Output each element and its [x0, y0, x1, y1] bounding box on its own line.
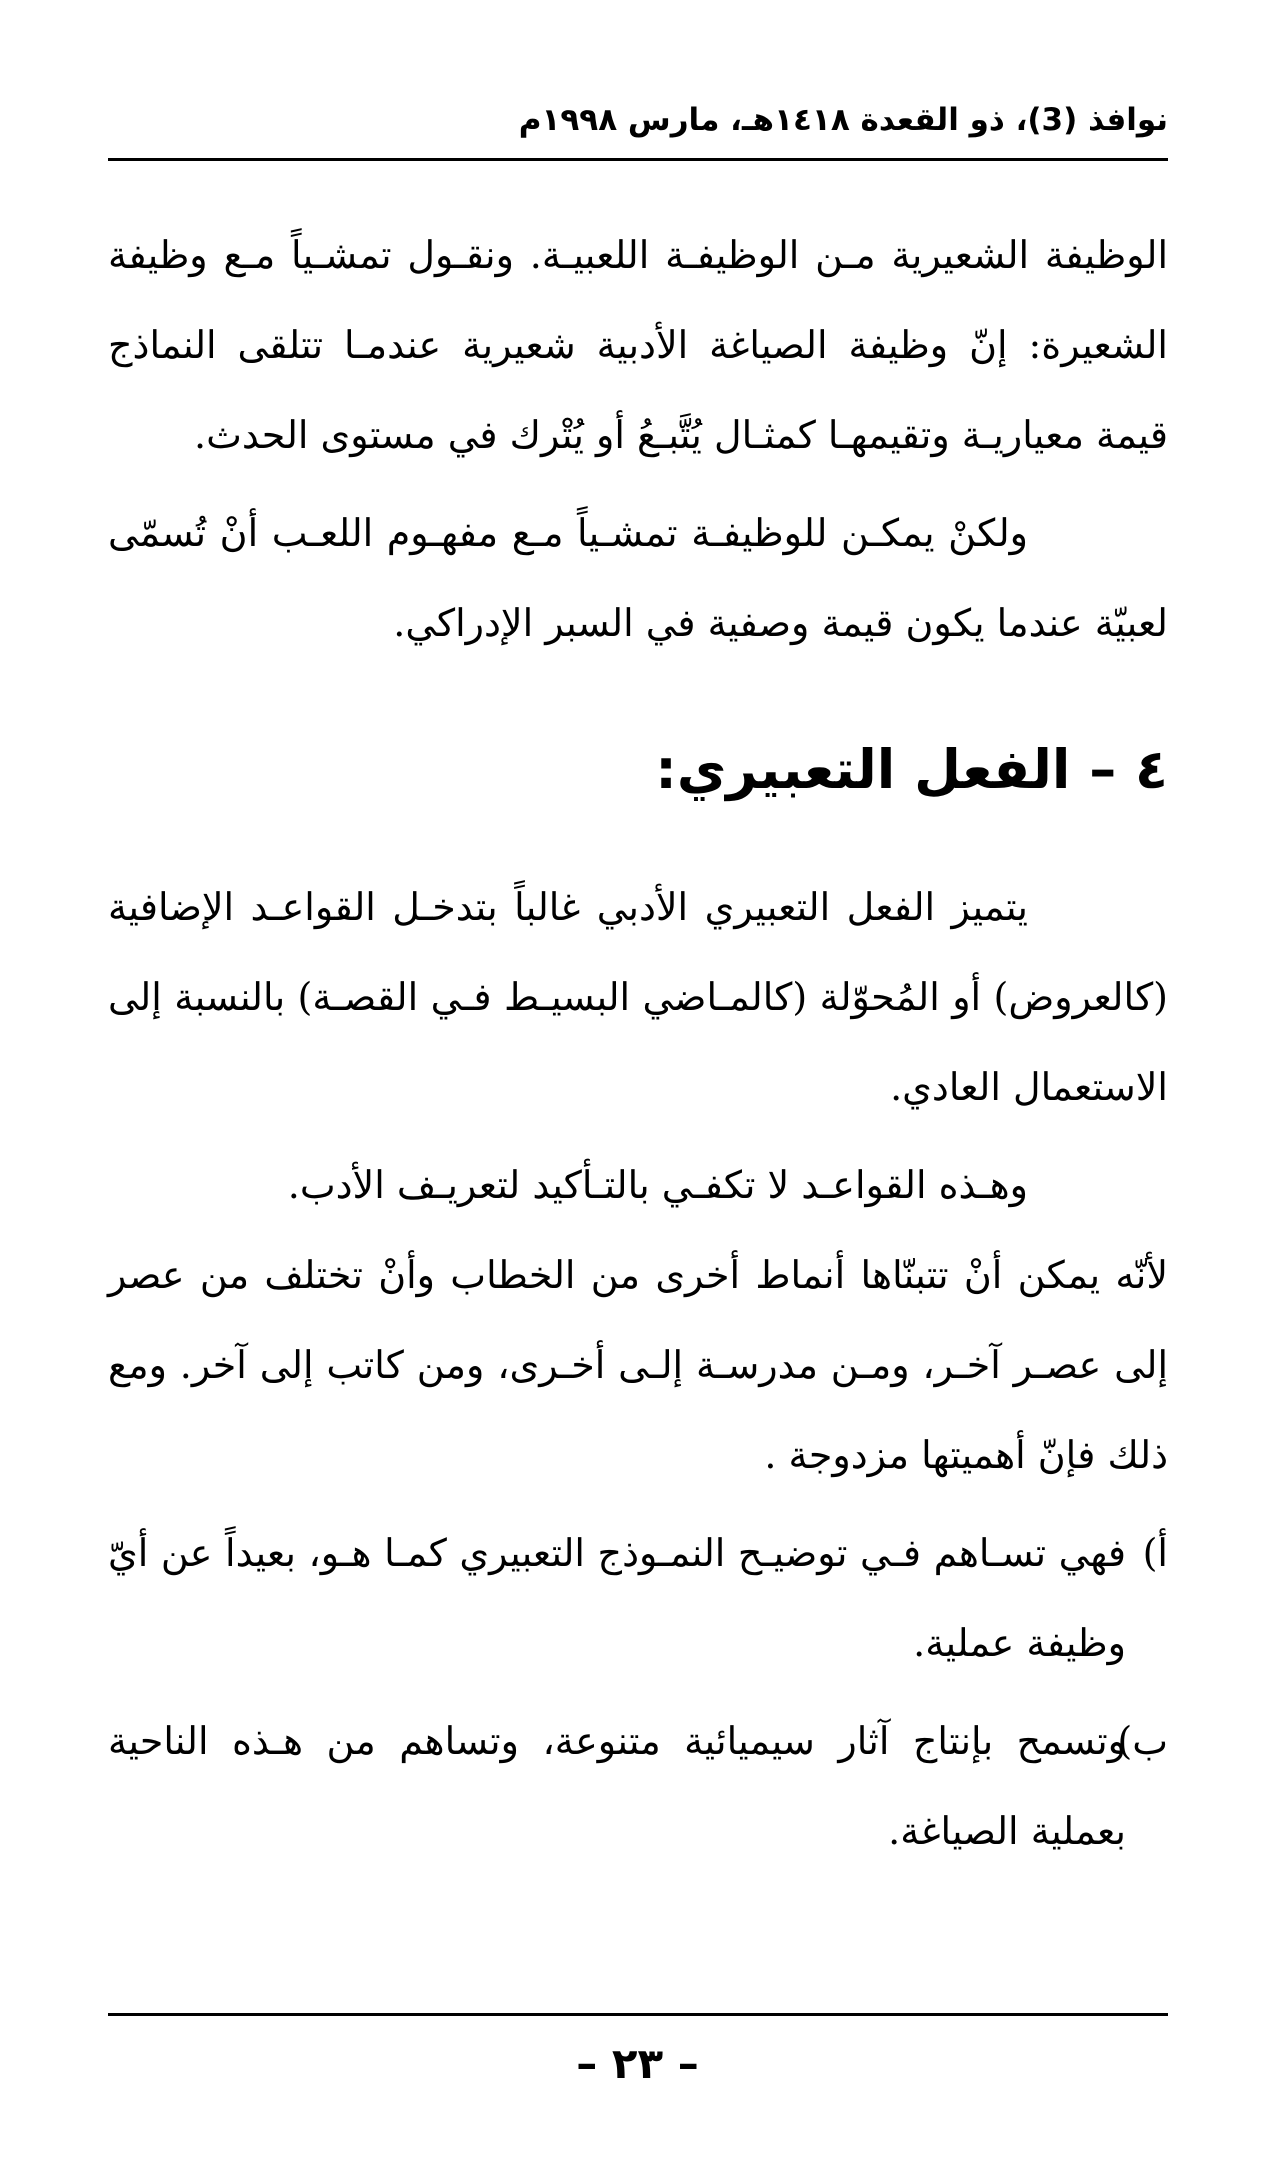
- footer-rule: [108, 2013, 1168, 2016]
- paragraph-rules-importance: لأنّه يمكن أنْ تتبنّاها أنماط أخرى من الخطاب وأنْ تختلف من عصر إلى عصـر آخـر، ومـن مدرسـة إلـى أخـرى، ومن كاتب إلى آخر. ومع ذلك فإنّ أهميتها مزدوجة .: [108, 1253, 1168, 1477]
- running-header: نوافذ (3)، ذو القعدة ١٤١٨هـ، مارس ١٩٩٨م: [518, 102, 1168, 138]
- list-item-b-text: وتسمح بإنتاج آثار سيميائية متنوعة، وتساهم من هـذه الناحية بعملية الصياغة.: [108, 1719, 1126, 1853]
- list-marker-a: أ): [1142, 1531, 1168, 1575]
- list-marker-b: ب): [1117, 1719, 1168, 1763]
- paragraph-expressive-act: يتميز الفعل التعبيري الأدبي غالباً بتدخـل القواعـد الإضافية (كالعروض) أو المُحوّلة (كالمـاضي البسيـط فـي القصـة) بالنسبة إلى الاستعمال العادي.: [108, 885, 1168, 1109]
- list-item-a-text: فهي تسـاهم فـي توضيـح النمـوذج التعبيري كمـا هـو، بعيداً عن أيّ وظيفة عملية.: [108, 1531, 1126, 1665]
- header-rule: [108, 158, 1168, 161]
- list-item-a: [108, 1508, 1168, 1688]
- list-item-b: [108, 1696, 1168, 1876]
- paragraph-continued: الوظيفة الشعيرية مـن الوظيفـة اللعبيـة. ونقـول تمشـياً مـع وظيفة الشعيرة: إنّ وظيفة الصياغة الأدبية شعيرية عندمـا تتلقى النماذج قيمة معياريـة وتقيمهـا كمثـال يُتَّبـعُ أو يُتْرك في مستوى الحدث.: [108, 233, 1168, 457]
- paragraph-rules-insufficient: وهـذه القواعـد لا تكفـي بالتـأكيد لتعريـف الأدب.: [287, 1163, 1028, 1207]
- page-number: – ٢٣ –: [576, 2039, 699, 2088]
- page-body: [108, 210, 1168, 1876]
- section-heading: ٤ – الفعل التعبيري:: [655, 738, 1168, 801]
- paragraph-play-function: ولكنْ يمكـن للوظيفـة تمشـياً مـع مفهـوم اللعـب أنْ تُسمّى لعبيّة عندما يكون قيمة وصفية في السبر الإدراكي.: [108, 511, 1168, 645]
